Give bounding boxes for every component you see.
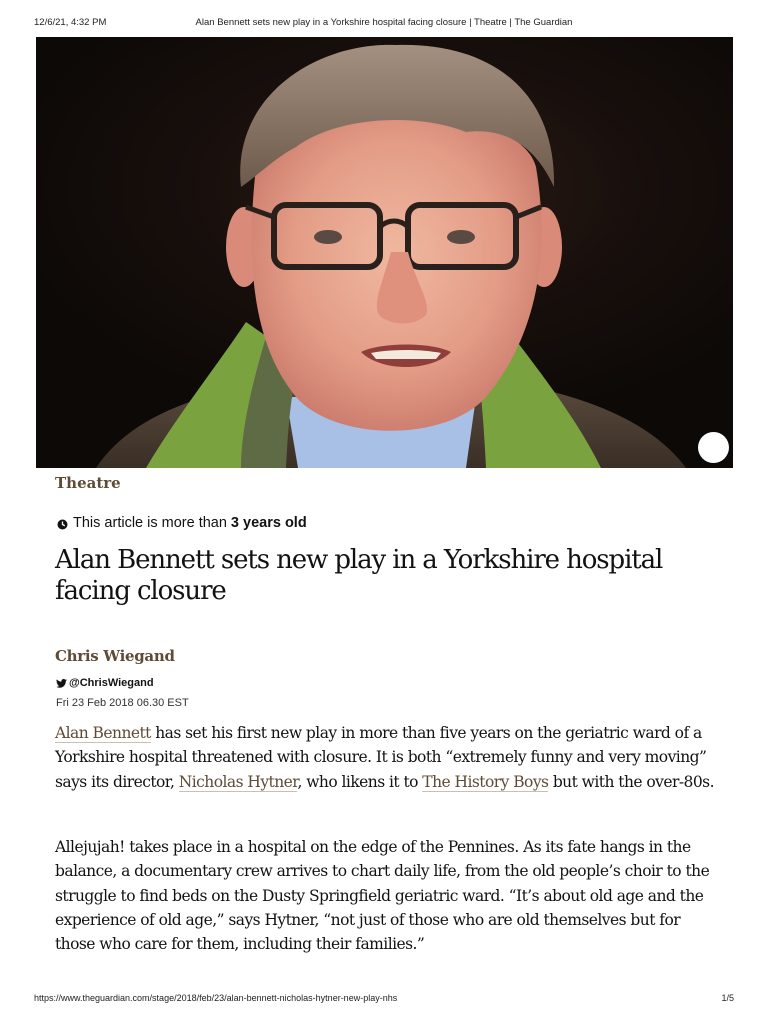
article-age-warning [57,515,307,531]
body-paragraph-2: Allejujah! takes place in a hospital on the edge of the Pennines. As its fate hangs in the balance, a documentary crew arrives to chart daily life, from the old people’s choir to the struggle to find beds on the Dusty Springfield geriatric ward. “It’s about old age and the experience of old age,” says Hytner, “not just of those who are old themselves but for those who care for them, including their families.” [55,838,710,954]
section-label[interactable]: Theatre [55,474,121,492]
hero-image [36,37,733,468]
twitter-icon [56,679,67,688]
link-the-history-boys[interactable]: The History Boys [422,772,549,791]
age-warning-emphasis: 3 years old [230,515,307,531]
twitter-handle: @ChrisWiegand [69,677,154,689]
print-page-number: 1/5 [721,993,734,1003]
clock-icon [57,518,68,529]
print-page-title: Alan Bennett sets new play in a Yorkshire hospital facing closure | Theatre | The Guardian [195,17,573,28]
publish-date: Fri 23 Feb 2018 06.30 EST [56,697,189,709]
body-paragraph-1-text-a: has set his first new play in more than five years on the geriatric ward of a Yorkshire hospital threatened with closure. It is both “extremely funny and very moving” says its director, [55,724,707,791]
link-alan-bennett[interactable]: Alan Bennett [55,724,151,742]
print-date: 12/6/21, 4:32 PM [34,17,107,28]
age-warning-text: This article is more than [73,515,227,531]
print-footer [34,993,734,1007]
body-paragraph-1 [55,721,720,794]
body-paragraph-1-text-c: but with the over-80s. [548,772,714,791]
author-name[interactable]: Chris Wiegand [55,647,175,665]
body-paragraph-1-text-b: , who likens it to [297,772,423,791]
print-header [34,17,734,31]
headline: Alan Bennett sets new play in a Yorkshire hospital facing closure [55,545,663,606]
print-url: https://www.theguardian.com/stage/2018/feb/23/alan-bennett-nicholas-hytner-new-play-nhs [34,993,398,1003]
author-twitter[interactable] [56,677,154,689]
expand-image-button[interactable] [698,432,729,463]
link-nicholas-hytner[interactable]: Nicholas Hytner [178,772,298,791]
portrait-illustration [36,37,733,468]
